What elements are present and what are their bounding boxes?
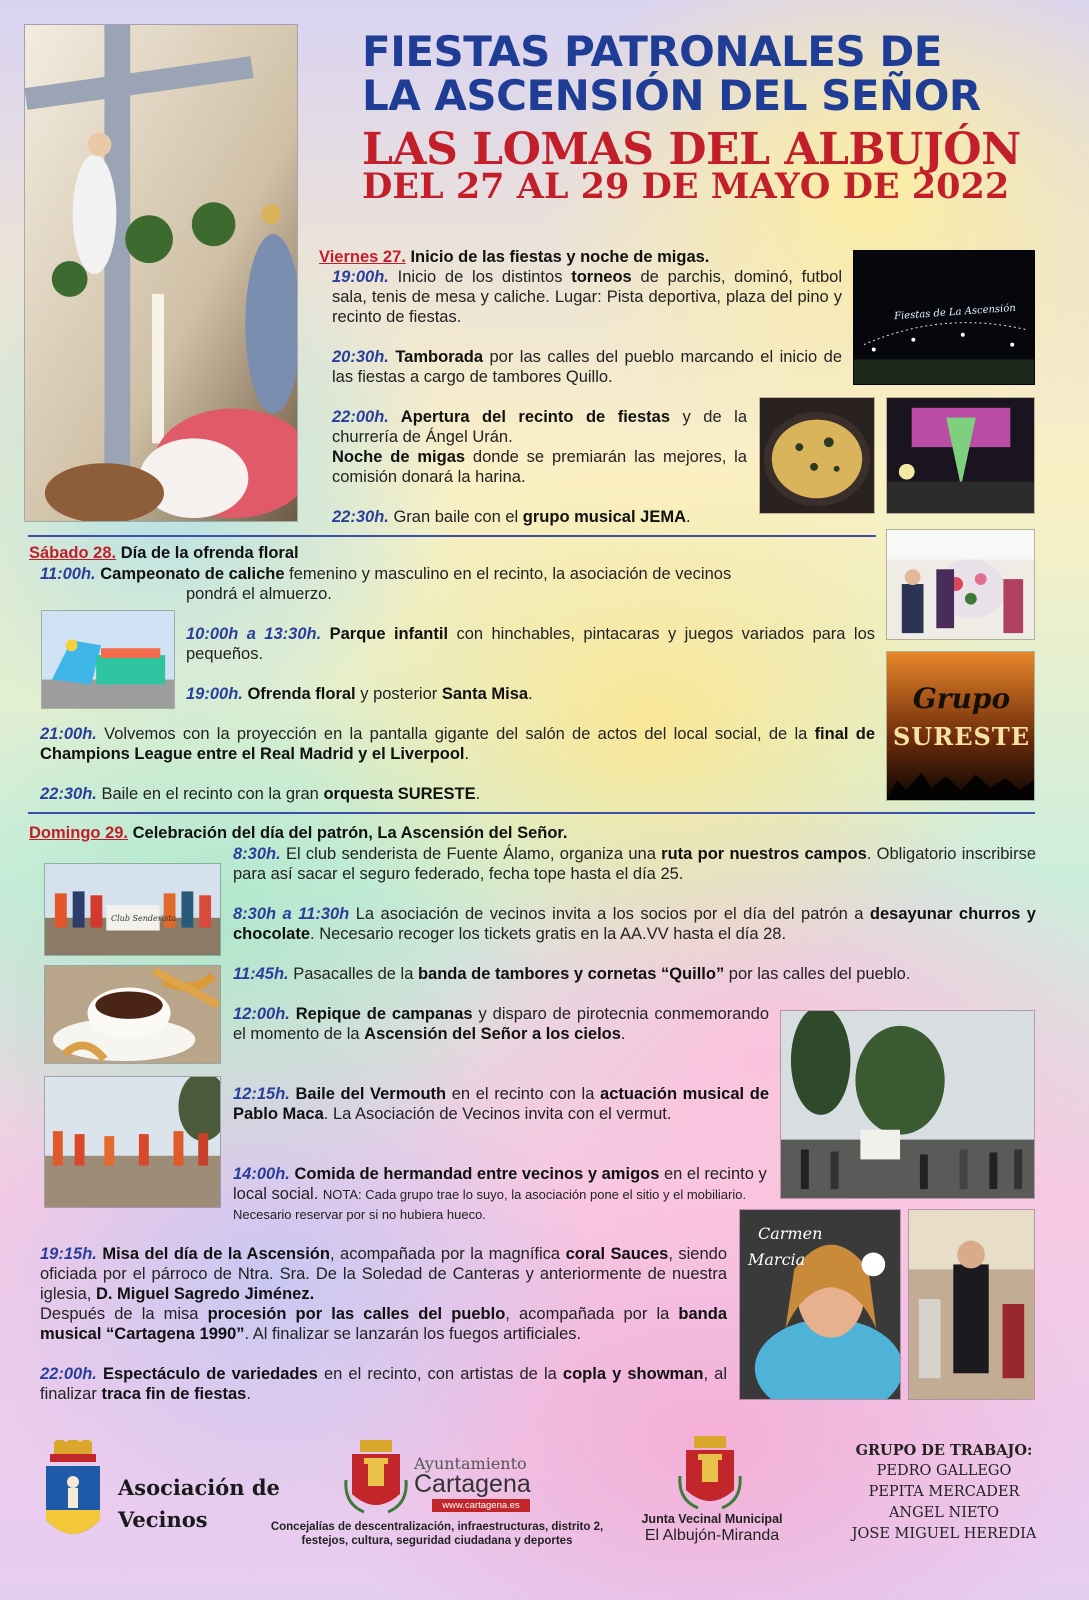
event-text: . Obligatorio inscribirse para así sacar el seguro federado, fecha tope hasta el día 25. [233, 845, 1037, 883]
sureste-label: SURESTE [893, 722, 1030, 751]
event-text: y de la churrería de Ángel Urán. [332, 408, 747, 446]
event-text: por las calles del pueblo. [724, 965, 911, 983]
event-bold: D. Miguel Sagredo Jiménez. [95, 1285, 315, 1303]
night-sign-photo [853, 250, 1035, 385]
event-bold: procesión por las calles del pueblo [207, 1305, 506, 1323]
team-title: GRUPO DE TRABAJO: [855, 1442, 1033, 1459]
event-text: , acompañada por la [505, 1305, 679, 1323]
event-text: y disparo de pirotecnia conmemorando el momento de la [233, 1005, 769, 1043]
hike-banner: Club Senderista [111, 914, 177, 923]
event-bold: Santa Misa [441, 685, 529, 703]
junta-line1: Junta Vecinal Municipal [641, 1512, 783, 1526]
dates-title: DEL 27 AL 29 DE MAYO DE 2022 [362, 166, 1010, 207]
hikers-photo [44, 863, 221, 956]
event-bold: banda de tambores y cornetas “Quillo” [417, 965, 725, 983]
event-text: Volvemos con la proyección en la pantalla gigante del salón de actos del local social, de la [96, 725, 815, 743]
event-bold: Baile del Vermouth [289, 1085, 447, 1103]
event-bold: Tamborada [388, 348, 484, 366]
sabado-event-4 [40, 724, 875, 764]
event-bold: Apertura del recinto de fiestas [388, 408, 670, 426]
event-bold: coral Sauces [565, 1245, 669, 1263]
domingo-event-1 [233, 844, 1036, 884]
team-member-4: JOSE MIGUEL HEREDIA [851, 1526, 1037, 1542]
event-text: de parchis, dominó, futbol sala, tenis de mesa y caliche. Lugar: Pista deportiva, plaza del pino y recinto de fiestas. [332, 268, 842, 326]
viernes-heading [319, 247, 859, 267]
migas-photo [759, 397, 875, 514]
event-text: . Necesario recoger los tickets gratis en la AA.VV hasta el día 28. [310, 925, 787, 943]
event-bold: Misa del día de la Ascensión [96, 1245, 330, 1263]
event-bold: traca fin de fiestas [101, 1385, 247, 1403]
event-text: , al finalizar [40, 1365, 727, 1403]
domingo-event-3 [233, 964, 1036, 984]
junta-crest-icon [678, 1436, 742, 1512]
night-sign-text: Fiestas de La Ascensión [893, 302, 1017, 323]
inflatable-photo [41, 610, 175, 709]
team-member-2: PEPITA MERCADER [868, 1484, 1020, 1500]
concejalias-text [258, 1520, 616, 1548]
event-text: El club senderista de Fuente Álamo, organiza una [280, 845, 662, 863]
event-text: femenino y masculino en el recinto, la asociación de vecinos [284, 565, 732, 583]
event-text: . [475, 785, 481, 803]
singer-name-line2: Marcia [748, 1250, 806, 1269]
event-text: y posterior [355, 685, 442, 703]
viernes-event-5 [332, 507, 832, 527]
event-time: 12:15h. [233, 1085, 290, 1103]
event-text: Inicio de los distintos [388, 268, 572, 286]
sabado-event-5 [40, 784, 740, 804]
event-text: Después de la misa [40, 1305, 208, 1323]
domingo-event-8 [40, 1304, 727, 1344]
event-time: 19:00h. [186, 685, 243, 703]
event-text: . [686, 508, 691, 526]
grupo-label: Grupo [912, 682, 1011, 715]
event-time: 14:00h. [233, 1165, 290, 1183]
event-text: Pasacalles de la [288, 965, 418, 983]
domingo-event-9 [40, 1364, 727, 1404]
event-bold: banda musical “Cartagena 1990” [40, 1305, 727, 1343]
stage-photo [886, 397, 1035, 514]
viernes-event-1 [332, 267, 842, 327]
domingo-event-4 [233, 1004, 769, 1044]
event-time: 21:00h. [40, 725, 97, 743]
event-text: Baile en el recinto con la gran [96, 785, 324, 803]
churros-photo [44, 965, 221, 1064]
event-text: en el recinto y local social. [233, 1165, 767, 1203]
event-time: 8:30h a 11:30h [233, 905, 350, 923]
event-time: 11:45h. [233, 965, 289, 983]
event-time: 22:30h. [332, 508, 389, 526]
sabado-event-1b: pondrá el almuerzo. [186, 585, 332, 603]
event-text: Gran baile con el [388, 508, 523, 526]
event-time: 20:30h. [332, 348, 389, 366]
asociacion-crest-icon [44, 1440, 102, 1548]
event-text: La asociación de vecinos invita a los socios por el día del patrón a [349, 905, 870, 923]
event-bold: Ofrenda floral [242, 685, 356, 703]
asociacion-line1: Asociación de [118, 1475, 280, 1500]
title-line1: FIESTAS PATRONALES DE [362, 27, 942, 76]
sabado-event-2 [186, 624, 875, 664]
event-time: 22:00h. [332, 408, 389, 426]
singer-photo [739, 1209, 901, 1400]
event-text: . [246, 1385, 251, 1403]
event-bold: Noche de migas [332, 448, 466, 466]
event-bold: Campeonato de caliche [95, 565, 285, 583]
domingo-heading [29, 823, 829, 843]
sabado-event-3 [186, 684, 875, 704]
event-text: . [528, 685, 533, 703]
sabado-title: Día de la ofrenda floral [116, 544, 299, 562]
sabado-heading [29, 543, 529, 563]
event-text: en el recinto con la [446, 1085, 601, 1103]
event-text: en el recinto, con artistas de la [317, 1365, 563, 1383]
event-bold: Espectáculo de variedades [96, 1365, 318, 1383]
event-bold: Parque infantil [321, 625, 449, 643]
domingo-event-6 [233, 1164, 769, 1224]
domingo-event-2 [233, 904, 1036, 944]
event-time: 19:15h. [40, 1245, 97, 1263]
viernes-event-3 [332, 407, 747, 447]
event-text: por las calles del pueblo marcando el inicio de las fiestas a cargo de tambores Quillo. [332, 348, 842, 386]
viernes-event-4 [332, 447, 747, 487]
event-time: 11:00h. [40, 565, 96, 583]
event-time: 19:00h. [332, 268, 389, 286]
divider-1 [28, 535, 876, 537]
event-time: 22:00h. [40, 1365, 97, 1383]
cartagena-label: Cartagena [414, 1470, 531, 1498]
event-bold: grupo musical JEMA [522, 508, 686, 526]
cartagena-url: www.cartagena.es [432, 1499, 530, 1512]
event-bold: orquesta SURESTE [323, 785, 476, 803]
event-time: 10:00h a 13:30h. [186, 625, 322, 643]
event-bold: desayunar churros y chocolate [233, 905, 1036, 943]
event-bold: Comida de hermandad entre vecinos y amigos [289, 1165, 660, 1183]
event-time: 22:30h. [40, 785, 97, 803]
title-line2: LA ASCENSIÓN DEL SEÑOR [362, 71, 981, 120]
event-text: . [620, 1025, 626, 1043]
event-bold: final de Champions League entre el Real Madrid y el Liverpool [40, 725, 875, 763]
domingo-title: Celebración del día del patrón, La Ascensión del Señor. [128, 824, 568, 842]
event-text: . Al finalizar se lanzarán los fuegos artificiales. [244, 1325, 582, 1343]
event-text: con hinchables, pintacaras y juegos variados para los pequeños. [186, 625, 875, 663]
event-bold: Repique de campanas [289, 1005, 473, 1023]
ayuntamiento-label: Ayuntamiento [414, 1454, 527, 1473]
domingo-event-5 [233, 1084, 769, 1124]
concejalias-line1: Concejalías de descentralización, infraestructuras, distrito 2, [270, 1521, 604, 1533]
event-bold: ruta por nuestros campos [661, 845, 867, 863]
event-text: . La Asociación de Vecinos invita con el vermut. [323, 1105, 672, 1123]
divider-2 [28, 812, 1035, 814]
event-text: , siendo oficiada por el párroco de Ntra. Sra. De la Soledad de Canteras y anteriormente de nuestra iglesia, [40, 1245, 727, 1303]
event-time: 12:00h. [233, 1005, 290, 1023]
concejalias-line2: festejos, cultura, seguridad ciudadana y deportes [301, 1535, 573, 1547]
place-title: LAS LOMAS DEL ALBUJÓN [362, 124, 1021, 175]
event-bold: torneos [571, 268, 632, 286]
cartagena-crest-icon [344, 1440, 408, 1516]
church-photo [24, 24, 298, 522]
viernes-title: Inicio de las fiestas y noche de migas. [410, 248, 710, 266]
event-bold: actuación musical de Pablo Maca [233, 1085, 770, 1123]
singer-name-line1: Carmen [758, 1224, 823, 1243]
event-note: NOTA: Cada grupo trae lo suyo, la asociación pone el sitio y el mobiliario. Necesario reservar por si no hubiera hueco. [233, 1187, 747, 1222]
junta-line2: El Albujón-Miranda [644, 1527, 780, 1544]
viernes-day: Viernes 27. [319, 248, 406, 266]
event-text: . [464, 745, 470, 763]
showman-photo [908, 1209, 1035, 1400]
procession-photo [780, 1010, 1035, 1199]
team-member-1: PEDRO GALLEGO [876, 1463, 1012, 1479]
domingo-day: Domingo 29. [29, 824, 129, 842]
vermouth-photo [44, 1076, 221, 1208]
domingo-event-7 [40, 1244, 727, 1304]
event-bold: copla y showman [562, 1365, 704, 1383]
asociacion-line2: Vecinos [118, 1507, 208, 1532]
event-text: donde se premiarán las mejores, la comisión donará la harina. [332, 448, 747, 486]
event-text: , acompañada por la magnífica [329, 1245, 566, 1263]
team-member-3: ANGEL NIETO [888, 1505, 1000, 1521]
sabado-event-1 [40, 564, 875, 584]
event-time: 8:30h. [233, 845, 281, 863]
viernes-event-2 [332, 347, 842, 387]
sabado-day: Sábado 28. [29, 544, 117, 562]
ofrenda-photo [886, 529, 1035, 640]
event-bold: Ascensión del Señor a los cielos [364, 1025, 621, 1043]
grupo-sureste-photo [886, 651, 1035, 801]
